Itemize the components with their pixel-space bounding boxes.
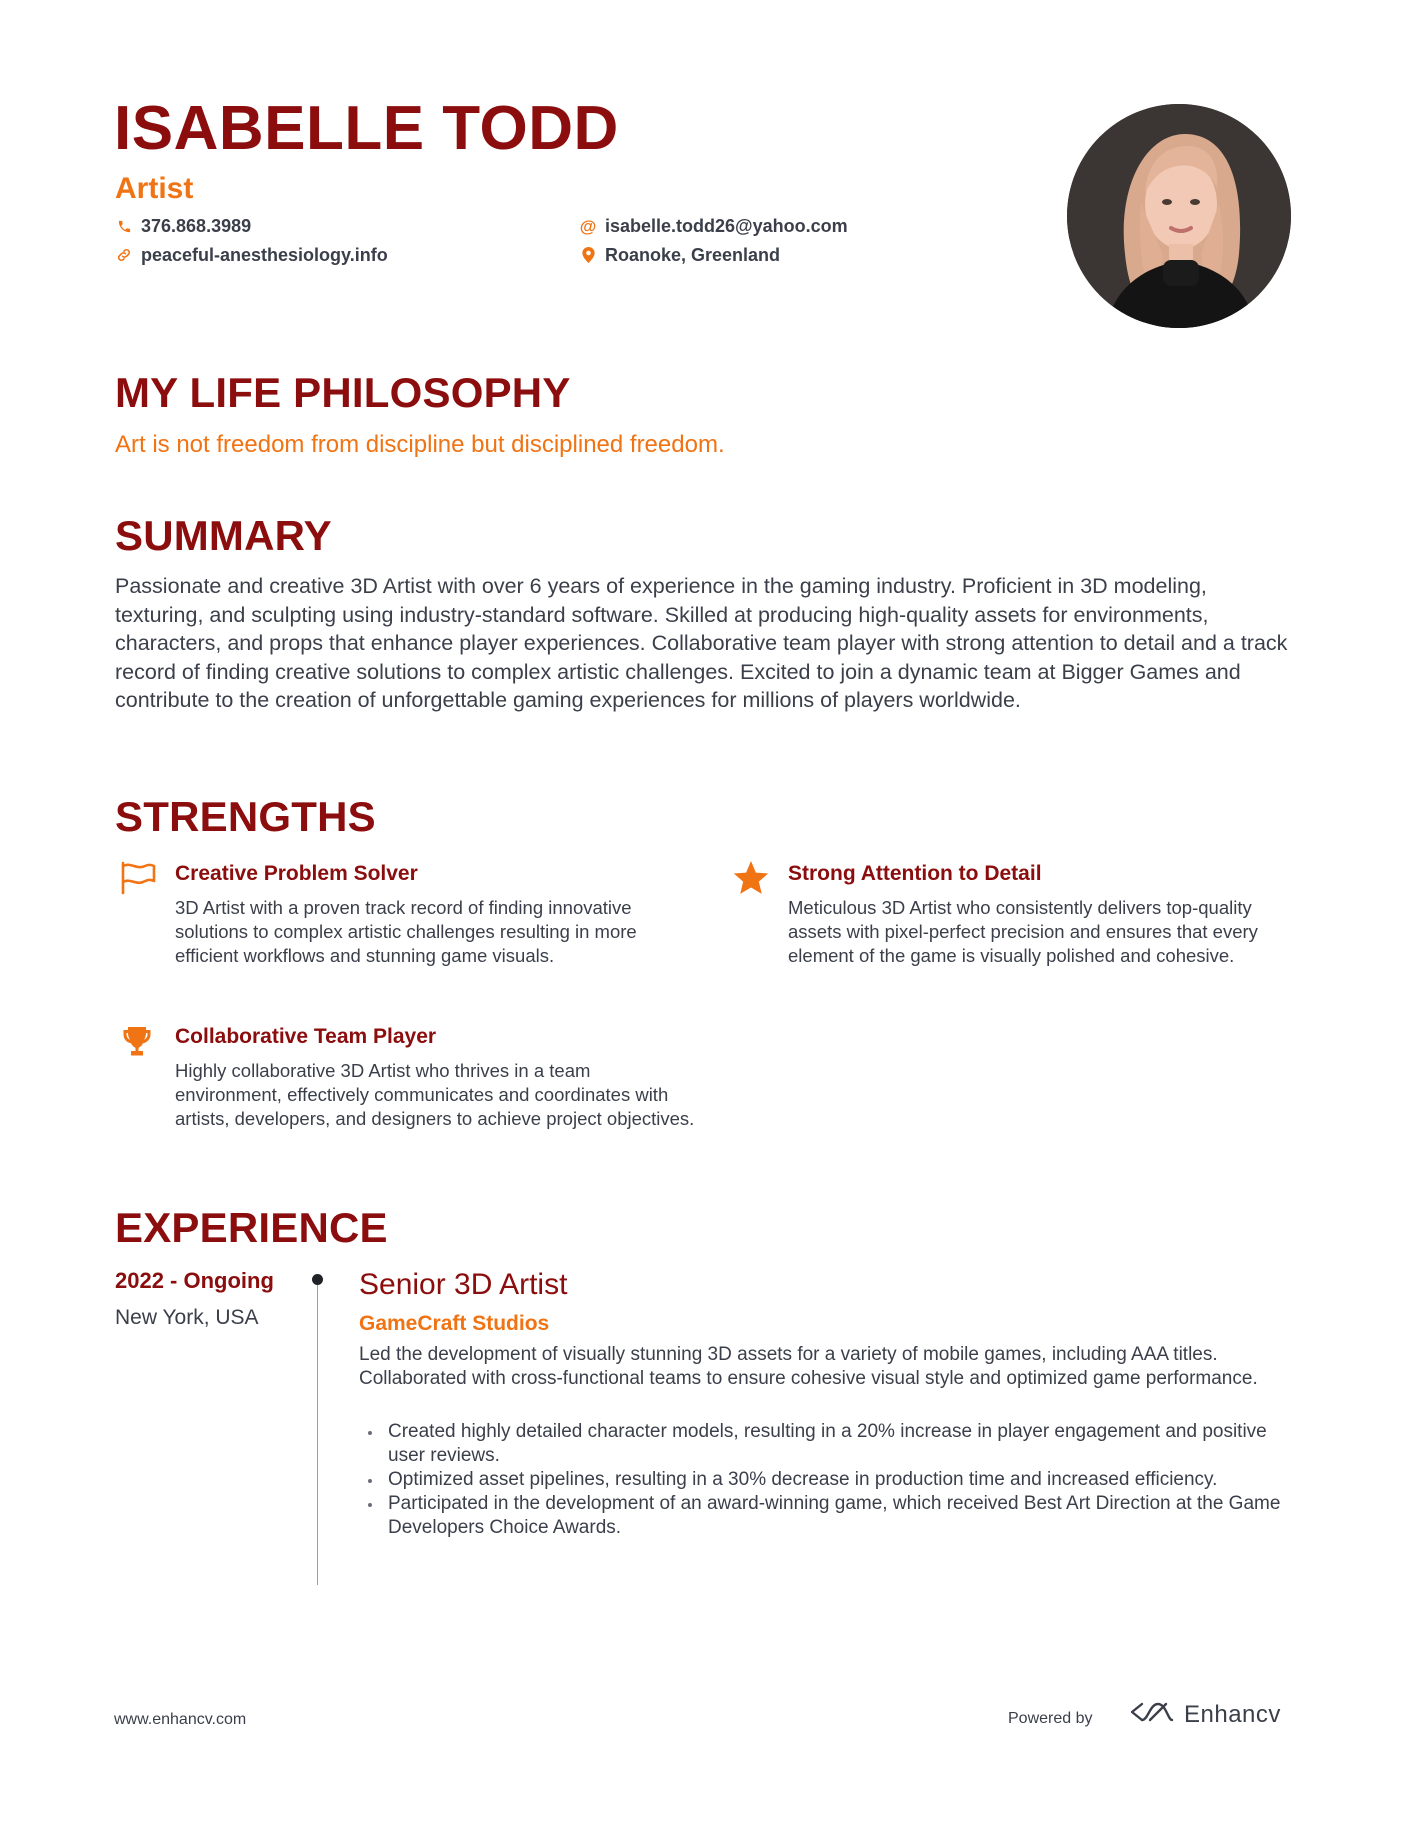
contact-email[interactable] [580,217,848,235]
experience-dates: 2022 - Ongoing [115,1268,274,1293]
location-text: Roanoke, Greenland [605,245,781,265]
bullet-icon [368,1503,372,1507]
philosophy-quote: Art is not freedom from discipline but disciplined freedom. [115,431,725,458]
brand-logo[interactable] [1128,1700,1281,1729]
list-item [359,1468,1299,1492]
email-text: isabelle.todd26@yahoo.com [605,216,848,236]
contact-website[interactable] [116,246,388,264]
phone-text: 376.868.3989 [141,216,252,236]
philosophy-heading: MY LIFE PHILOSOPHY [115,369,571,416]
bullet-text: Optimized asset pipelines, resulting in a 30% decrease in production time and increased efficiency. [388,1469,1218,1490]
timeline-dot [312,1274,323,1285]
link-icon [116,247,132,263]
bullet-icon [368,1431,372,1435]
candidate-name: ISABELLE TODD [114,94,619,163]
candidate-role: Artist [115,172,194,205]
flag-icon [119,861,155,897]
enhancv-logo-icon [1128,1700,1174,1729]
strength-item [175,1026,695,1131]
experience-description: Led the development of visually stunning 3D assets for a variety of mobile games, including AAA titles. Collaborated with cross-functional teams to ensure cohesive visual style and optimized game performance. [359,1344,1258,1389]
contact-location [580,246,780,264]
strength-title: Collaborative Team Player [175,1025,437,1048]
list-item [359,1420,1299,1468]
summary-text: Passionate and creative 3D Artist with over 6 years of experience in the gaming industry. Proficient in 3D modeling, texturing, and sculpting using industry-standard software. Skilled at producing high-quality assets for environments, characters, and props that enhance player experiences. Collaborative team player with strong attention to detail and a track record of finding creative solutions to complex artistic challenges. Excited to join a dynamic team at Bigger Games and contribute to the creation of unforgettable gaming experiences for millions of players worldwide. [115,574,1288,712]
trophy-icon [119,1024,155,1060]
at-icon: @ [579,216,597,236]
experience-heading: EXPERIENCE [115,1204,388,1251]
phone-icon [116,218,132,234]
location-pin-icon [580,247,596,263]
powered-by-label: Powered by [1008,1710,1093,1727]
strength-description: Highly collaborative 3D Artist who thrives in a team environment, effectively communicates and coordinates with artists, developers, and designers to achieve project objectives. [175,1060,695,1129]
strength-title: Strong Attention to Detail [788,862,1042,885]
bullet-icon [368,1479,372,1483]
experience-company: GameCraft Studios [359,1312,550,1335]
strength-item [788,863,1308,968]
experience-position: Senior 3D Artist [359,1268,568,1301]
experience-bullets [359,1420,1299,1540]
bullet-text: Participated in the development of an award-winning game, which received Best Art Direction at the Game Developers Choice Awards. [388,1493,1281,1538]
strengths-heading: STRENGTHS [115,793,376,840]
profile-photo [1067,104,1291,328]
strength-description: 3D Artist with a proven track record of finding innovative solutions to complex artistic challenges resulting in more efficient workflows and stunning game visuals. [175,897,637,966]
list-item [359,1492,1299,1540]
strength-title: Creative Problem Solver [175,862,418,885]
strength-item [175,863,695,968]
experience-location: New York, USA [115,1306,259,1329]
star-icon [732,861,768,897]
bullet-text: Created highly detailed character models, resulting in a 20% increase in player engagement and positive user reviews. [388,1421,1267,1466]
strength-description: Meticulous 3D Artist who consistently delivers top-quality assets with pixel-perfect precision and ensures that every element of the game is visually polished and cohesive. [788,897,1258,966]
timeline-line [317,1280,318,1585]
summary-heading: SUMMARY [115,512,332,559]
website-text: peaceful-anesthesiology.info [141,245,388,265]
contact-phone[interactable] [116,217,251,235]
footer-url[interactable]: www.enhancv.com [114,1711,247,1728]
brand-name: Enhancv [1184,1700,1281,1728]
